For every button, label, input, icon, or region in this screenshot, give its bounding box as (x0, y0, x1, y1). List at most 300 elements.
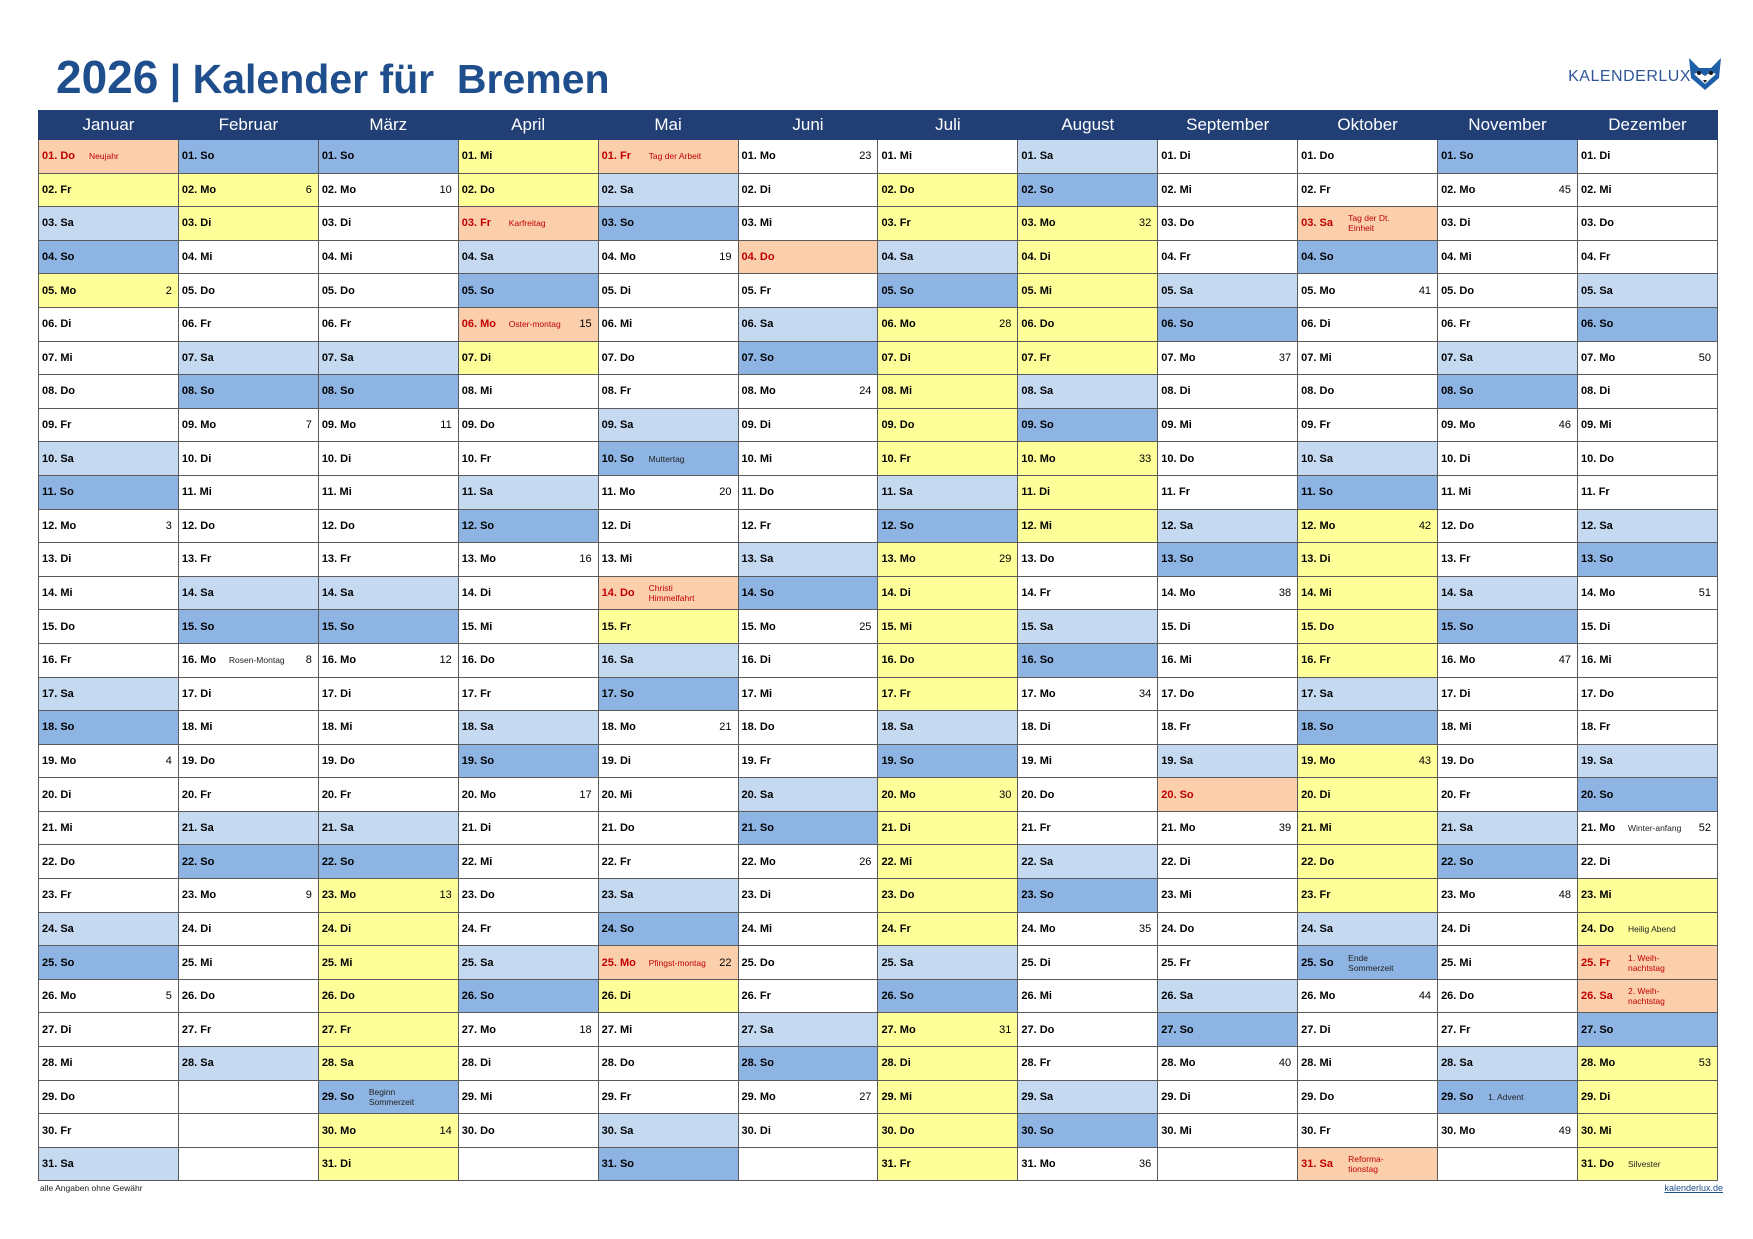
table-row (39, 307, 1718, 341)
day-label: 25. Mi (321, 956, 353, 969)
day-label: 25. Sa (461, 956, 494, 969)
day-label: 04. Do (741, 251, 775, 264)
day-cell (39, 307, 179, 341)
day-label: 27. Do (1021, 1023, 1055, 1036)
day-label: 22. Sa (1021, 855, 1054, 868)
day-label: 23. Di (741, 889, 771, 902)
day-cell (318, 1047, 458, 1081)
day-cell (1018, 879, 1158, 913)
day-cell (1298, 912, 1438, 946)
holiday-note: Winter-anfang (1627, 823, 1682, 834)
day-label: 19. Sa (1161, 754, 1194, 767)
day-label: 17. Di (181, 687, 212, 700)
day-label: 21. Mo (1580, 822, 1616, 835)
day-cell (1438, 1114, 1578, 1148)
day-cell (1018, 1013, 1158, 1047)
day-cell (318, 240, 458, 274)
day-label: 05. Do (1441, 284, 1475, 297)
day-label: 01. So (321, 150, 355, 163)
table-row (39, 375, 1718, 409)
day-cell (1438, 341, 1578, 375)
day-cell (598, 543, 738, 577)
day-cell (598, 576, 738, 610)
day-label: 20. Fr (181, 788, 212, 801)
day-cell (738, 543, 878, 577)
day-cell (1298, 543, 1438, 577)
day-label: 09. Di (741, 419, 771, 432)
day-cell (1018, 173, 1158, 207)
day-cell (1158, 1147, 1298, 1181)
day-label: 24. Mo (1021, 922, 1056, 935)
day-cell (458, 240, 598, 274)
day-cell (598, 207, 738, 241)
day-label: 28. Mi (42, 1057, 73, 1070)
table-row (39, 173, 1718, 207)
day-cell (1018, 979, 1158, 1013)
day-cell (1438, 946, 1578, 980)
day-cell (39, 543, 179, 577)
day-label: 07. Di (881, 351, 911, 364)
day-cell (1298, 610, 1438, 644)
day-cell (598, 475, 738, 509)
day-label: 03. Di (181, 217, 212, 230)
day-cell (458, 1013, 598, 1047)
day-cell (458, 912, 598, 946)
day-label: 30. Do (881, 1124, 915, 1137)
day-label: 01. So (1441, 150, 1474, 163)
table-row (39, 140, 1718, 174)
day-cell (1158, 677, 1298, 711)
day-label: 14. Sa (1441, 587, 1473, 600)
day-cell (598, 677, 738, 711)
day-cell (39, 509, 179, 543)
day-label: 27. Mi (601, 1023, 633, 1036)
website-link[interactable]: kalenderlux.de (1664, 1183, 1723, 1193)
day-cell (1577, 576, 1717, 610)
week-number: 32 (1139, 217, 1152, 230)
week-number: 8 (305, 654, 312, 667)
day-cell (1158, 274, 1298, 308)
day-label: 04. So (1301, 251, 1334, 264)
day-cell (458, 1114, 598, 1148)
day-label: 31. Sa (1301, 1158, 1333, 1171)
day-cell (1158, 1013, 1298, 1047)
day-label: 31. Fr (881, 1158, 911, 1171)
table-row (39, 979, 1718, 1013)
day-cell (1577, 1147, 1717, 1181)
week-number: 6 (305, 183, 312, 196)
day-label: 30. Fr (42, 1124, 72, 1137)
day-cell (318, 1080, 458, 1114)
day-cell (39, 1080, 179, 1114)
day-label: 05. Mo (42, 284, 77, 297)
day-label: 02. Mo (1441, 183, 1476, 196)
day-cell (318, 375, 458, 409)
day-cell (1018, 643, 1158, 677)
day-label: 16. Fr (42, 654, 72, 667)
day-cell (1577, 408, 1717, 442)
day-cell (878, 307, 1018, 341)
day-label: 17. Do (1580, 687, 1614, 700)
day-cell (878, 173, 1018, 207)
holiday-note: 1. Advent (1488, 1091, 1524, 1102)
day-label: 05. So (461, 284, 495, 297)
week-number: 5 (165, 990, 172, 1003)
day-cell (1158, 744, 1298, 778)
day-label: 26. Do (1441, 990, 1475, 1003)
day-label: 17. So (601, 687, 635, 700)
week-number: 40 (1278, 1057, 1292, 1070)
day-cell (1158, 912, 1298, 946)
day-cell (318, 475, 458, 509)
day-label: 31. So (601, 1158, 635, 1171)
day-cell (1438, 408, 1578, 442)
day-label: 20. Fr (1441, 788, 1471, 801)
day-label: 25. Do (741, 956, 775, 969)
day-label: 28. Mo (1580, 1057, 1616, 1070)
day-cell (178, 778, 318, 812)
holiday-note: Silvester (1627, 1159, 1661, 1170)
day-label: 18. So (1301, 721, 1334, 734)
day-cell (458, 408, 598, 442)
day-label: 19. Mo (1301, 754, 1336, 767)
day-cell (178, 979, 318, 1013)
table-row (39, 1047, 1718, 1081)
holiday-note: Heilig Abend (1627, 923, 1676, 934)
table-row (39, 274, 1718, 308)
day-cell (1577, 912, 1717, 946)
day-cell (1577, 442, 1717, 476)
day-cell (1018, 912, 1158, 946)
day-cell (318, 778, 458, 812)
day-label: 29. Do (42, 1090, 76, 1103)
month-header-7: August (1018, 111, 1158, 140)
day-label: 30. So (1021, 1124, 1054, 1137)
week-number: 33 (1139, 452, 1152, 465)
day-cell (178, 274, 318, 308)
day-label: 15. Mi (881, 620, 913, 633)
day-cell (738, 979, 878, 1013)
day-cell (738, 576, 878, 610)
day-label: 17. Fr (881, 687, 911, 700)
day-cell (598, 1013, 738, 1047)
day-label: 14. Do (601, 587, 635, 600)
day-label: 17. Sa (1301, 687, 1333, 700)
day-label: 29. Mi (881, 1090, 913, 1103)
day-cell (318, 509, 458, 543)
day-label: 27. Fr (181, 1023, 212, 1036)
day-cell (1158, 509, 1298, 543)
day-cell (1018, 408, 1158, 442)
year-calendar-table (38, 110, 1718, 1181)
day-label: 28. So (741, 1057, 774, 1070)
week-number: 44 (1418, 990, 1432, 1003)
day-label: 20. Mo (881, 788, 916, 801)
day-label: 12. So (881, 519, 914, 532)
day-cell (1158, 1080, 1298, 1114)
day-cell (458, 711, 598, 745)
day-label: 19. Di (601, 754, 631, 767)
day-cell (178, 307, 318, 341)
day-label: 09. Sa (601, 419, 634, 432)
day-label: 25. Mi (1441, 956, 1472, 969)
day-cell (598, 240, 738, 274)
day-label: 30. Mi (1161, 1124, 1192, 1137)
day-cell (39, 240, 179, 274)
day-label: 26. So (881, 990, 914, 1003)
day-cell (1018, 442, 1158, 476)
day-label: 05. Mi (1021, 284, 1052, 297)
day-label: 19. So (461, 754, 495, 767)
week-number: 23 (859, 150, 872, 163)
day-label: 06. So (1161, 318, 1194, 331)
day-cell (1158, 845, 1298, 879)
day-label: 21. Mi (1301, 822, 1332, 835)
day-label: 10. Do (1161, 452, 1195, 465)
day-cell (1158, 207, 1298, 241)
day-cell (178, 207, 318, 241)
day-label: 23. Mo (321, 889, 357, 902)
fox-icon (1685, 54, 1725, 94)
day-cell (39, 207, 179, 241)
day-cell (1158, 643, 1298, 677)
day-cell (1018, 307, 1158, 341)
table-row (39, 778, 1718, 812)
day-cell (178, 610, 318, 644)
day-label: 02. Mo (321, 183, 357, 196)
day-cell (1577, 946, 1717, 980)
month-header-1: Februar (178, 111, 318, 140)
day-label: 16. Fr (1301, 654, 1331, 667)
day-cell (1298, 744, 1438, 778)
day-label: 25. Di (1021, 956, 1051, 969)
day-label: 26. Mo (1301, 990, 1336, 1003)
day-cell (878, 274, 1018, 308)
day-cell (318, 711, 458, 745)
day-cell (878, 711, 1018, 745)
day-label: 03. Sa (42, 217, 74, 230)
day-label: 19. So (881, 754, 914, 767)
day-label: 04. Mi (181, 251, 213, 264)
day-label: 25. Mi (181, 956, 213, 969)
day-cell (1018, 543, 1158, 577)
day-cell (738, 240, 878, 274)
day-label: 19. Do (321, 754, 355, 767)
day-label: 26. Di (601, 990, 631, 1003)
day-cell (318, 543, 458, 577)
month-header-8: September (1158, 111, 1298, 140)
day-label: 10. Sa (42, 452, 74, 465)
day-label: 08. So (1441, 385, 1474, 398)
day-label: 30. Di (741, 1124, 771, 1137)
day-cell (178, 173, 318, 207)
day-label: 18. Mi (1441, 721, 1472, 734)
day-cell (878, 543, 1018, 577)
day-cell (458, 576, 598, 610)
day-label: 15. Di (1580, 620, 1611, 633)
day-label: 03. Sa (1301, 217, 1333, 230)
week-number: 9 (305, 889, 312, 902)
day-cell (458, 677, 598, 711)
day-cell (1438, 845, 1578, 879)
day-cell (1298, 1013, 1438, 1047)
table-row (39, 610, 1718, 644)
day-label: 18. Sa (461, 721, 494, 734)
day-cell (1298, 811, 1438, 845)
day-label: 17. Do (1161, 687, 1195, 700)
day-cell (598, 408, 738, 442)
day-cell (738, 442, 878, 476)
day-cell (318, 946, 458, 980)
day-label: 31. Mo (1021, 1158, 1056, 1171)
day-cell (1018, 744, 1158, 778)
week-number: 46 (1558, 419, 1571, 432)
day-label: 01. Fr (601, 150, 631, 163)
week-number: 51 (1698, 587, 1711, 600)
day-cell (1577, 307, 1717, 341)
day-cell (1158, 173, 1298, 207)
day-cell (878, 811, 1018, 845)
day-cell (1018, 341, 1158, 375)
holiday-note: Neujahr (89, 151, 119, 162)
day-label: 18. Fr (1161, 721, 1191, 734)
day-cell (1438, 643, 1578, 677)
month-header-10: November (1438, 111, 1578, 140)
day-label: 06. Fr (181, 318, 212, 331)
day-cell (1018, 811, 1158, 845)
day-label: 08. Mo (741, 385, 776, 398)
day-label: 23. Mo (1441, 889, 1476, 902)
day-label: 20. Do (1021, 788, 1055, 801)
day-label: 01. Do (42, 150, 76, 163)
day-label: 07. Sa (1441, 351, 1473, 364)
day-label: 09. Fr (42, 419, 72, 432)
day-label: 05. So (881, 284, 914, 297)
day-label: 13. Mo (881, 553, 916, 566)
day-cell (1298, 274, 1438, 308)
day-label: 23. So (1021, 889, 1054, 902)
day-label: 14. Fr (1021, 587, 1051, 600)
table-row (39, 1080, 1718, 1114)
day-cell (1577, 811, 1717, 845)
day-cell (738, 140, 878, 174)
day-label: 16. Di (741, 654, 771, 667)
day-label: 14. So (741, 587, 774, 600)
day-label: 18. Mi (321, 721, 353, 734)
day-label: 30. Sa (601, 1124, 634, 1137)
day-label: 26. Mi (1021, 990, 1052, 1003)
day-cell (598, 1147, 738, 1181)
table-row (39, 845, 1718, 879)
week-number: 2 (165, 284, 172, 297)
day-cell (878, 509, 1018, 543)
day-label: 08. Do (42, 385, 76, 398)
day-label: 21. So (741, 822, 774, 835)
day-label: 06. So (1580, 318, 1614, 331)
month-header-6: Juli (878, 111, 1018, 140)
day-cell (1577, 1013, 1717, 1047)
day-cell (1018, 207, 1158, 241)
day-cell (598, 643, 738, 677)
week-number: 47 (1558, 654, 1571, 667)
day-cell (178, 912, 318, 946)
day-cell (318, 610, 458, 644)
day-cell (318, 207, 458, 241)
day-label: 03. So (601, 217, 635, 230)
day-cell (738, 778, 878, 812)
day-label: 15. So (181, 620, 215, 633)
day-label: 15. Do (1301, 620, 1335, 633)
week-number: 4 (165, 754, 172, 767)
day-cell (598, 140, 738, 174)
day-label: 04. Fr (1580, 251, 1611, 264)
day-label: 16. Mo (181, 654, 217, 667)
day-cell (1438, 1013, 1578, 1047)
day-cell (738, 879, 878, 913)
day-cell (39, 744, 179, 778)
day-cell (458, 173, 598, 207)
day-label: 05. Sa (1580, 284, 1613, 297)
day-label: 09. Mi (1580, 419, 1612, 432)
day-cell (1158, 240, 1298, 274)
day-label: 01. Do (1301, 150, 1335, 163)
week-number: 3 (165, 519, 172, 532)
day-cell (598, 912, 738, 946)
day-cell (878, 744, 1018, 778)
day-label: 05. Do (321, 284, 355, 297)
day-cell (1438, 610, 1578, 644)
table-row (39, 1013, 1718, 1047)
day-cell (1298, 1147, 1438, 1181)
day-cell (1438, 375, 1578, 409)
day-label: 04. Di (1021, 251, 1051, 264)
week-number: 42 (1418, 519, 1432, 532)
table-row (39, 543, 1718, 577)
day-cell (318, 643, 458, 677)
day-label: 27. Di (1301, 1023, 1331, 1036)
day-cell (1577, 643, 1717, 677)
day-label: 24. Mi (741, 922, 773, 935)
day-label: 01. Mi (881, 150, 913, 163)
day-cell (598, 274, 738, 308)
day-label: 22. Fr (601, 855, 631, 868)
day-label: 02. So (1021, 183, 1054, 196)
day-label: 08. Fr (601, 385, 631, 398)
day-cell (39, 912, 179, 946)
day-cell (878, 207, 1018, 241)
day-label: 24. Sa (1301, 922, 1333, 935)
day-label: 08. Di (1580, 385, 1611, 398)
day-label: 27. Sa (741, 1023, 774, 1036)
day-cell (178, 1080, 318, 1114)
day-label: 18. Mo (601, 721, 636, 734)
day-cell (1018, 610, 1158, 644)
day-label: 10. Mo (1021, 452, 1056, 465)
day-label: 16. Mi (1580, 654, 1612, 667)
day-label: 19. Mi (1021, 754, 1052, 767)
day-label: 09. Mo (181, 419, 217, 432)
week-number: 11 (440, 419, 452, 432)
table-row (39, 576, 1718, 610)
day-cell (1438, 240, 1578, 274)
day-cell (1577, 677, 1717, 711)
day-cell (318, 845, 458, 879)
day-cell (1577, 845, 1717, 879)
day-cell (1298, 879, 1438, 913)
day-cell (458, 610, 598, 644)
table-row (39, 879, 1718, 913)
day-label: 04. So (42, 251, 75, 264)
